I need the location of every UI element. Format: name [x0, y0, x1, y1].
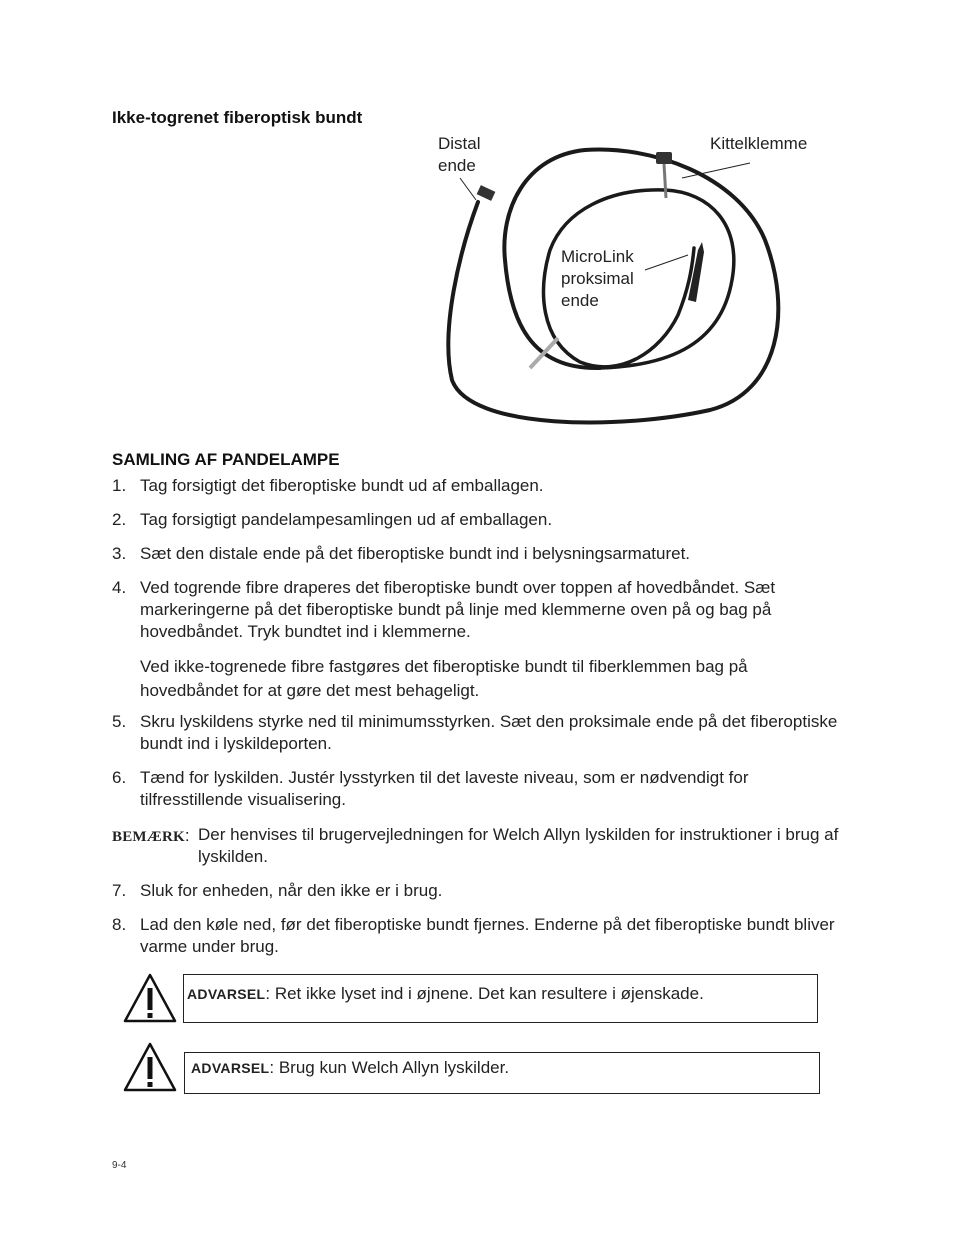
coat-clip-stem [664, 164, 666, 198]
note: BEMÆRK: Der henvises til brugervejledningen for Welch Allyn lyskilden for instruktioner i brug af lyskilden. [112, 824, 842, 868]
warning-text: : Brug kun Welch Allyn lyskilder. [269, 1058, 510, 1077]
list-item-step-3: 3. Sæt den distale ende på det fiberoptiske bundt ind i belysningsarmaturet. [112, 544, 691, 563]
note-label: BEMÆRK [112, 829, 185, 845]
warning-triangle-icon [122, 972, 178, 1024]
list-item-step-6: 6. Tænd for lyskilden. Justér lysstyrken til det laveste niveau, som er nødvendigt for tilfresstillende visualisering. [112, 768, 749, 809]
page-number: 9-4 [112, 1160, 127, 1171]
label-microlink-proximal-end: MicroLink proksimal ende [561, 247, 634, 310]
warning-box-light-sources [184, 1052, 820, 1094]
figure-heading: Ikke-togrenet fiberoptisk bundt [112, 108, 363, 127]
distal-end-connector [477, 185, 496, 201]
leader-line-distal [460, 178, 476, 200]
coat-clip-icon [656, 152, 672, 164]
list-item-step-5: 5. Skru lyskildens styrke ned til minimumsstyrken. Sæt den proksimale ende på det fiberoptiske bundt ind i lyskildeporten. [112, 712, 838, 753]
list-item-step-7: 7. Sluk for enheden, når den ikke er i brug. [112, 881, 443, 900]
warning-label: ADVARSEL [191, 1060, 270, 1076]
list-item-step-4-continued: Ved ikke-togrenede fibre fastgøres det fiberoptiske bundt til fiberklemmen bag på hovedbåndet for at gøre det mest behageligt. [140, 657, 748, 700]
label-distal-end: Distal ende [438, 134, 481, 175]
note-text: Der henvises til brugervejledningen for Welch Allyn lyskilden for instruktioner i brug af lyskilden. [198, 825, 839, 866]
warning-label: ADVARSEL [187, 986, 266, 1002]
bundle-outer-loop [448, 149, 778, 422]
label-coat-clip: Kittelklemme [710, 134, 808, 153]
section-heading: SAMLING AF PANDELAMPE [112, 450, 340, 469]
leader-line-microlink [645, 255, 688, 270]
list-item-step-4: 4. Ved togrende fibre draperes det fiberoptiske bundt over toppen af hovedbåndet. Sæt markeringerne på det fiberoptiske bundt på linje med klemmerne oven på og bag på hovedbåndet. Tryk bundtet ind i klemmerne. [112, 578, 776, 641]
warning-text: : Ret ikke lyset ind i øjnene. Det kan resultere i øjenskade. [265, 984, 704, 1003]
list-item-step-1: 1. Tag forsigtigt det fiberoptiske bundt ud af emballagen. [112, 476, 544, 495]
warning-triangle-icon [122, 1041, 178, 1093]
list-item-step-2: 2. Tag forsigtigt pandelampesamlingen ud af emballagen. [112, 510, 553, 529]
fiber-optic-bundle-illustration [420, 130, 820, 430]
list-item-step-8: 8. Lad den køle ned, før det fiberoptiske bundt fjernes. Enderne på det fiberoptiske bundt bliver varme under brug. [112, 915, 835, 956]
warning-box-eyes [183, 974, 818, 1023]
bundle-inner-loop [544, 190, 734, 368]
